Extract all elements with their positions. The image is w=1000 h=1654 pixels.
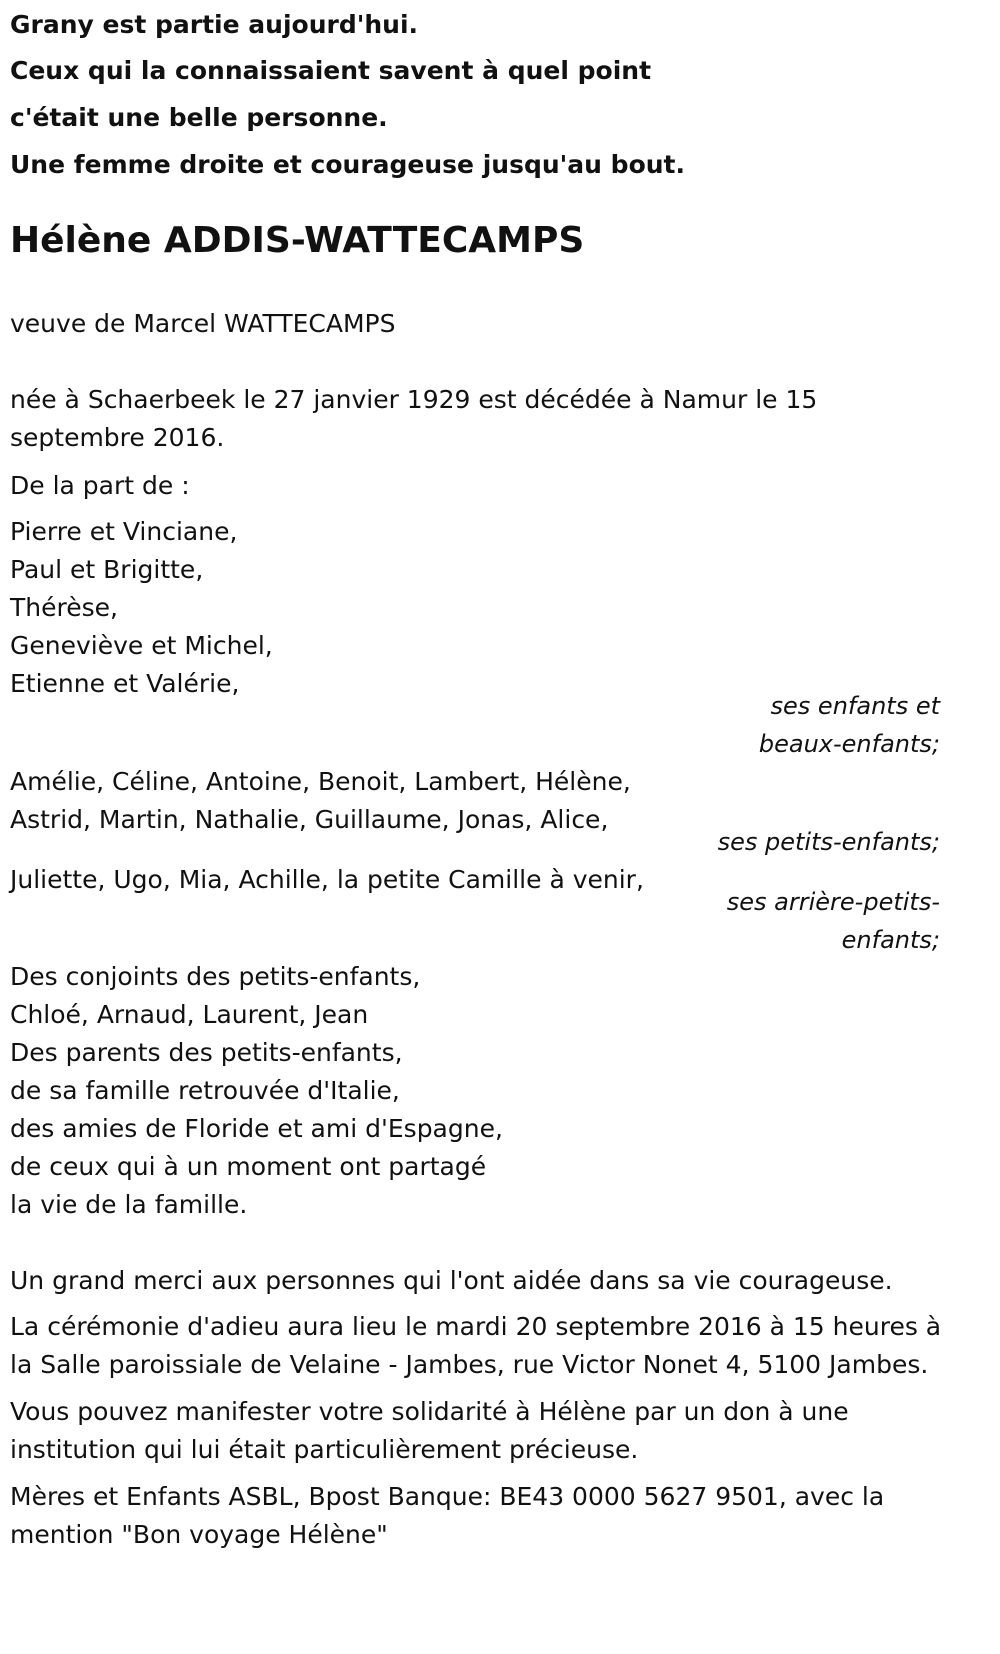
donation-line-1: Vous pouvez manifester votre solidarité à Hélène par un don à une	[10, 1397, 849, 1426]
grandchildren-line-1: Amélie, Céline, Antoine, Benoit, Lambert, Hélène,	[10, 767, 631, 796]
child-line: Pierre et Vinciane,	[10, 517, 238, 546]
from-label: De la part de :	[10, 471, 190, 500]
great-grandchildren-label-line-1: ses arrière-petits-	[726, 888, 940, 916]
thanks: Un grand merci aux personnes qui l'ont aidée dans sa vie courageuse.	[10, 1266, 893, 1295]
child-line: Paul et Brigitte,	[10, 555, 204, 584]
birth-death-line-1: née à Schaerbeek le 27 janvier 1929 est décédée à Namur le 15	[10, 385, 818, 414]
intro-line-4: Une femme droite et courageuse jusqu'au bout.	[10, 150, 685, 179]
ceremony-line-1: La cérémonie d'adieu aura lieu le mardi 20 septembre 2016 à 15 heures à	[10, 1312, 942, 1341]
others-line: la vie de la famille.	[10, 1190, 248, 1219]
intro-line-2: Ceux qui la connaissaient savent à quel point	[10, 56, 652, 85]
birth-death-line-2: septembre 2016.	[10, 423, 225, 452]
intro-line-3: c'était une belle personne.	[10, 103, 388, 132]
bank-line-2: mention "Bon voyage Hélène"	[10, 1520, 388, 1549]
others-line: Chloé, Arnaud, Laurent, Jean	[10, 1000, 369, 1029]
donation-line-2: institution qui lui était particulièrement précieuse.	[10, 1435, 639, 1464]
children-label-line-2: beaux-enfants;	[758, 730, 940, 758]
deceased-name: Hélène ADDIS-WATTECAMPS	[10, 220, 585, 261]
widow-of: veuve de Marcel WATTECAMPS	[10, 309, 396, 338]
others-line: de sa famille retrouvée d'Italie,	[10, 1076, 400, 1105]
child-line: Thérèse,	[10, 593, 118, 622]
intro-line-1: Grany est partie aujourd'hui.	[10, 10, 419, 39]
grandchildren-label: ses petits-enfants;	[717, 828, 940, 856]
children-label-line-1: ses enfants et	[770, 692, 940, 720]
child-line: Etienne et Valérie,	[10, 669, 240, 698]
others-line: de ceux qui à un moment ont partagé	[10, 1152, 487, 1181]
bank-line-1: Mères et Enfants ASBL, Bpost Banque: BE43 0000 5627 9501, avec la	[10, 1482, 885, 1511]
child-line: Geneviève et Michel,	[10, 631, 273, 660]
others-line: Des conjoints des petits-enfants,	[10, 962, 421, 991]
great-grandchildren-label-line-2: enfants;	[841, 926, 940, 954]
others-line: des amies de Floride et ami d'Espagne,	[10, 1114, 503, 1143]
others-line: Des parents des petits-enfants,	[10, 1038, 403, 1067]
ceremony-line-2: la Salle paroissiale de Velaine - Jambes, rue Victor Nonet 4, 5100 Jambes.	[10, 1350, 929, 1379]
grandchildren-line-2: Astrid, Martin, Nathalie, Guillaume, Jonas, Alice,	[10, 805, 609, 834]
great-grandchildren: Juliette, Ugo, Mia, Achille, la petite Camille à venir,	[10, 865, 644, 894]
